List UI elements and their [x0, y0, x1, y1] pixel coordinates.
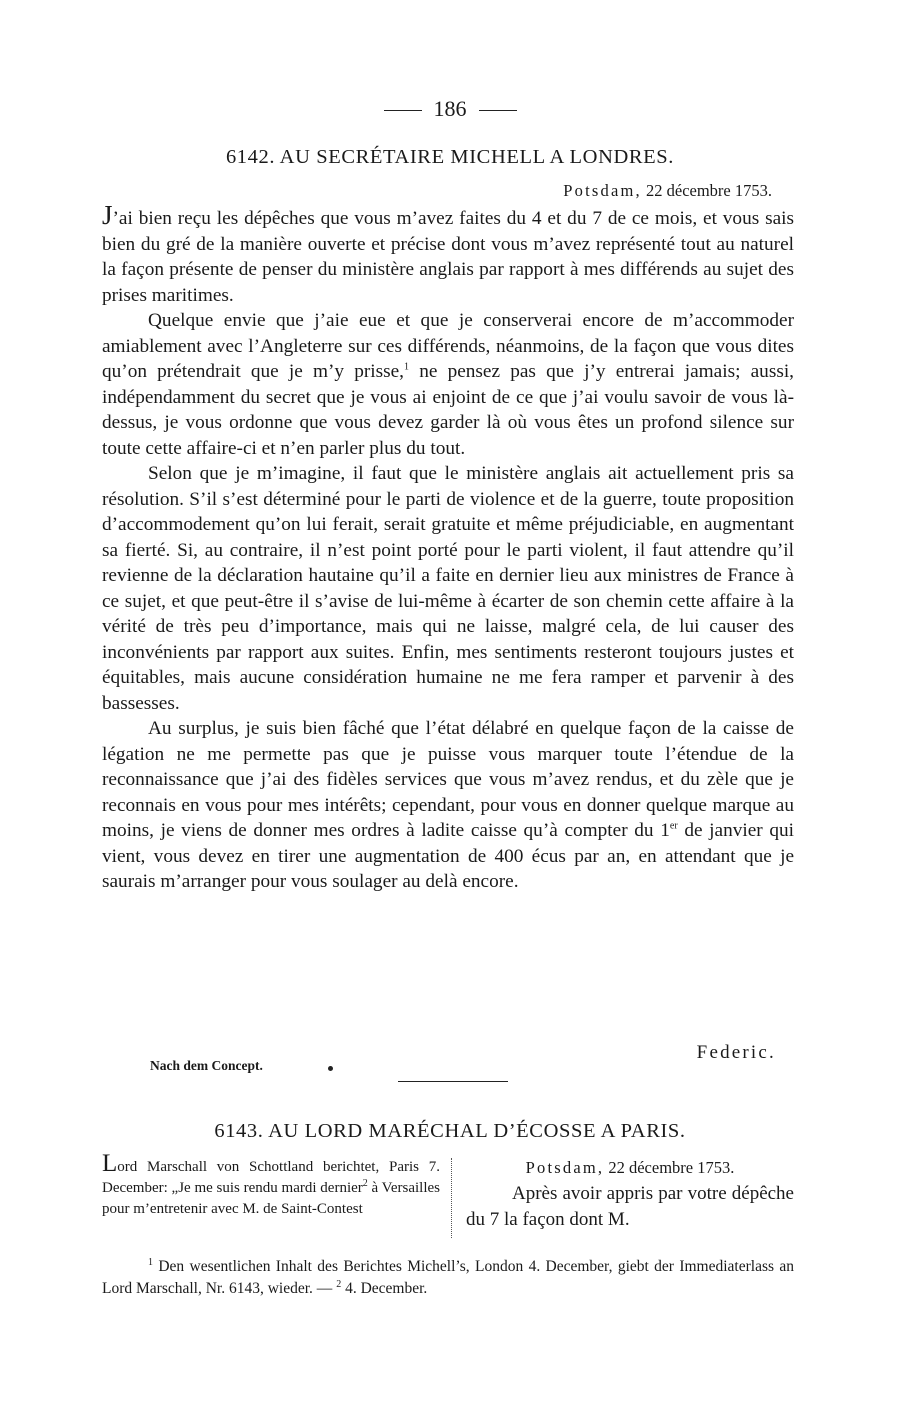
paragraph-2-text-a: Quelque envie que j’aie eue et que je conserverai encore de m’accommoder amiablement avec l’Angleterre sur ces différends, néanmoins, de la façon que vous dites qu’on prétendrait que je m’y prisse,	[102, 310, 794, 382]
footnote-1-mark: 1	[148, 1256, 153, 1268]
bullet-mark	[328, 1066, 333, 1071]
dateline-place: Potsdam,	[563, 181, 642, 200]
letter-6143-body	[466, 1155, 794, 1233]
footnote-2-mark: 2	[336, 1278, 342, 1290]
column-separator	[451, 1158, 452, 1238]
paragraph-4	[102, 716, 794, 895]
paragraph-4-text-a: Au surplus, je suis bien fâché que l’état délabré en quelque façon de la caisse de légation ne me permette pas que je puisse vous marquer toute l’étendue de la reconnaissance que j’ai des fidèles services que vous m’avez rendus, et du zèle que je reconnais en vous pour mes intérêts; cependant, pour vous en donner quelque marque au moins, je viens de donner mes ordres à ladite caisse qu’à compter du 1	[102, 718, 794, 841]
paragraph-2	[102, 308, 794, 461]
section-divider	[398, 1081, 508, 1082]
ordinal-superscript: er	[669, 820, 678, 832]
letter-6143-title: 6143. AU LORD MARÉCHAL D’ÉCOSSE A PARIS.	[214, 1120, 686, 1142]
page-number: 186	[433, 96, 467, 121]
paragraph-4-text-b: de janvier qui vient, vous devez en tirer une augmentation de 400 écus par an, en attendant que je saurais m’arranger pour vous soulager au delà encore.	[102, 820, 794, 892]
dateline-date: 22 décembre 1753.	[608, 1158, 735, 1177]
footnote-1	[102, 1256, 794, 1300]
footnotes	[102, 1256, 794, 1300]
paragraph-1-text: ’ai bien reçu les dépêches que vous m’avez faites du 4 et du 7 de ce mois, et vous sais bien du gré de la manière ouverte et précise dont vous m’avez représenté tout au naturel la façon présente de penser du ministère anglais par rapport à mes différends au sujet des prises maritimes.	[102, 208, 794, 306]
paragraph-1	[102, 200, 794, 308]
letter-6143-dateline	[466, 1155, 794, 1181]
footnote-ref-1: 1	[404, 361, 410, 373]
summary-text-b: à Versailles pour m’entretenir avec M. de Saint-Contest	[102, 1180, 440, 1217]
footnote-1-text: Den wesentlichen Inhalt des Berichtes Michell’s, London 4. December, giebt der Immediaterlass an Lord Marschall, Nr. 6143, wieder. —	[102, 1258, 794, 1297]
footnote-2-text: 4. December.	[341, 1280, 428, 1297]
letter-6142-title: 6142. AU SECRÉTAIRE MICHELL A LONDRES.	[225, 146, 675, 168]
source-note: Nach dem Concept.	[150, 1058, 263, 1073]
summary-text-a: ord Marschall von Schottland berichtet, Paris 7. December: „Je me suis rendu mardi dernier	[102, 1159, 440, 1196]
letter-6142-dateline	[563, 181, 772, 201]
dateline-place: Potsdam,	[525, 1158, 605, 1177]
header-dash-right	[479, 110, 517, 111]
paragraph-3: Selon que je m’imagine, il faut que le ministère anglais ait actuellement pris sa résolution. S’il s’est déterminé pour le parti de violence et de la guerre, toute proposition d’accommodement qu’on lui ferait, serait gratuite et même préjudiciable, en augmentant sa fierté. Si, au contraire, il n’est point porté pour le parti violent, il faut attendre qu’il revienne de la déclaration hautaine qu’il a faite en dernier lieu aux ministres de France à ce sujet, et que peut-être il s’avise de lui-même à écarter de son chemin cette affaire à la vérité de très peu d’importance, mais qui ne laisse, malgré cela, de lui causer des inconvénients par rapport aux suites. Enfin, mes sentiments resteront toujours justes et équitables, mais aucune considération humaine ne me fera ramper et parvenir à des bassesses.	[102, 463, 794, 714]
footnote-ref-2: 2	[362, 1178, 368, 1189]
initial-letter: J	[102, 200, 113, 230]
header-dash-left	[384, 110, 422, 111]
paragraph-2-text-b: ne pensez pas que j’y entrerai jamais; aussi, indépendamment du secret que je vous ai enjoint de ce que j’ai voulu savoir de vous là-dessus, je vous ordonne que vous devez garder là où vous êtes un profond silence sur toute cette affaire-ci et n’en parler plus du tout.	[102, 361, 795, 459]
summary-initial-letter: L	[102, 1150, 118, 1177]
letter-6143-summary	[102, 1150, 440, 1220]
page-header	[0, 96, 900, 122]
letter-6143-text: Après avoir appris par votre dépêche du 7 la façon dont M.	[466, 1183, 794, 1230]
letter-6142-body	[102, 200, 795, 895]
dateline-date: 22 décembre 1753.	[646, 181, 772, 200]
signature: Federic.	[696, 1042, 776, 1063]
